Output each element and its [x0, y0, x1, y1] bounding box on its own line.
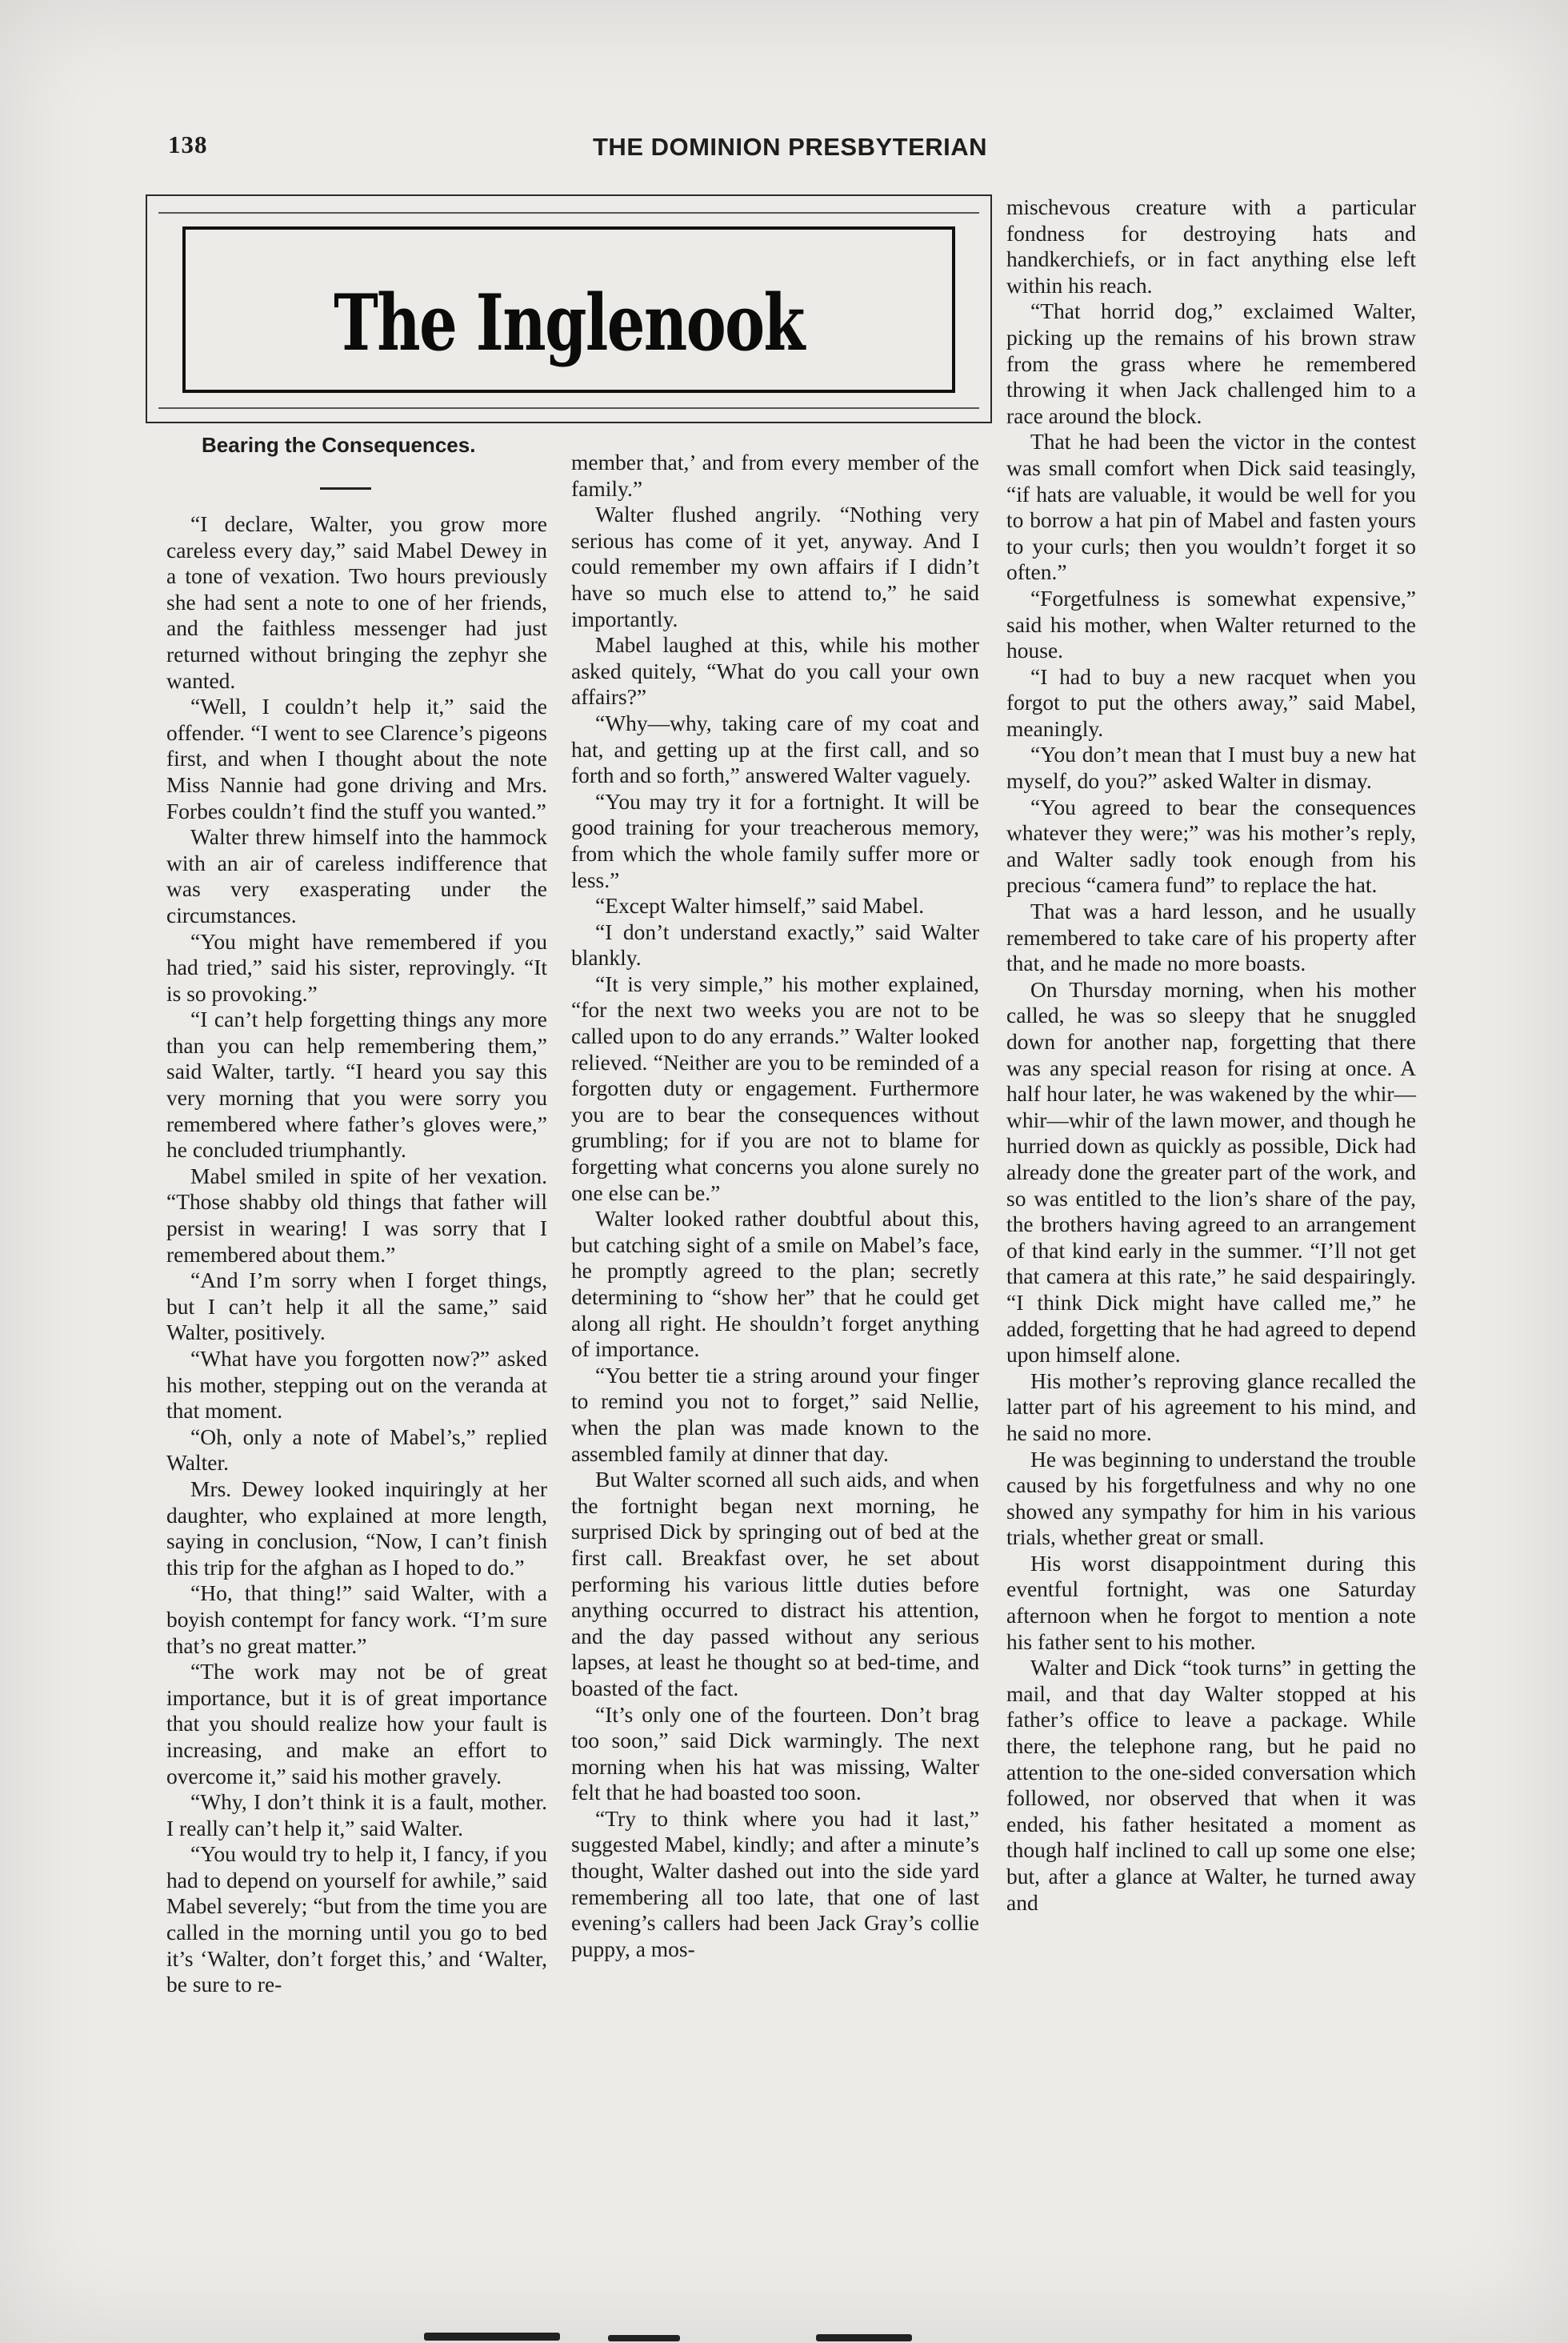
page-number: 138 — [168, 130, 208, 158]
paragraph: “I declare, Walter, you grow more careless every day,” said Mabel Dewey in a tone of vexation. Two hours previously she had sent a note to one of her friends, and the faithless messenger had just returned without bringing the zephyr she wanted. — [166, 511, 547, 693]
text-column-1 — [166, 511, 547, 1998]
paragraph: “You might have remembered if you had tried,” said his sister, reprovingly. “It is so provoking.” — [166, 928, 547, 1006]
scan-artifact — [424, 2333, 560, 2341]
running-head: THE DOMINION PRESBYTERIAN — [593, 133, 988, 161]
paragraph: “It’s only one of the fourteen. Don’t brag too soon,” said Dick warmingly. The next morning when his hat was missing, Walter felt that he had boasted too soon. — [571, 1701, 979, 1805]
paragraph: “I don’t understand exactly,” said Walter blankly. — [571, 919, 979, 971]
paragraph: His worst disappointment during this eventful fortnight, was one Saturday afternoon when he forgot to mention a note his father sent to his mother. — [1006, 1550, 1416, 1654]
paragraph: “You may try it for a fortnight. It will be good training for your treacherous memory, from which the whole family suffer more or less.” — [571, 788, 979, 892]
paragraph: mischevous creature with a particular fondness for destroying hats and handkerchiefs, or in fact anything else left within his reach. — [1006, 194, 1416, 298]
paragraph: “Why—why, taking care of my coat and hat, and getting up at the first call, and so forth and so forth,” answered Walter vaguely. — [571, 710, 979, 788]
paragraph: “Oh, only a note of Mabel’s,” replied Walter. — [166, 1424, 547, 1476]
paragraph: “The work may not be of great importance, but it is of great importance that you should realize how your fault is increasing, and make an effort to overcome it,” said his mother gravely. — [166, 1659, 547, 1788]
paragraph: Walter and Dick “took turns” in getting the mail, and that day Walter stopped at his father’s office to leave a package. While there, the telephone rang, but he paid no attention to the one-sided conversation which followed, nor observed that when it was ended, his father hesitated a moment as though half inclined to call up some one else; but, after a glance at Walter, he turned away and — [1006, 1655, 1416, 1915]
paragraph: “Try to think where you had it last,” suggested Mabel, kindly; and after a minute’s thought, Walter dashed out into the side yard remembering all too late, that one of last evening’s callers had been Jack Gray’s collie puppy, a mos- — [571, 1805, 979, 1961]
paragraph: “That horrid dog,” exclaimed Walter, picking up the remains of his brown straw from the grass where he remembered throwing it when Jack challenged him to a race around the block. — [1006, 298, 1416, 428]
paragraph: “What have you forgotten now?” asked his mother, stepping out on the veranda at that moment. — [166, 1346, 547, 1424]
paragraph: Mabel smiled in spite of her vexation. “Those shabby old things that father will persist in wearing! I was sorry that I remembered about them.” — [166, 1163, 547, 1267]
paragraph: That was a hard lesson, and he usually remembered to take care of his property after that, and he made no more boasts. — [1006, 899, 1416, 976]
paragraph: “You don’t mean that I must buy a new hat myself, do you?” asked Walter in dismay. — [1006, 742, 1416, 794]
paragraph: Walter flushed angrily. “Nothing very serious has come of it yet, anyway. And I could remember my own affairs if I didn’t have so much else to attend to,” he said importantly. — [571, 502, 979, 631]
paragraph: “You agreed to bear the consequences whatever they were;” was his mother’s reply, and Walter sadly took enough from his precious “camera fund” to replace the hat. — [1006, 794, 1416, 898]
paragraph: “Forgetfulness is somewhat expensive,” said his mother, when Walter returned to the house. — [1006, 585, 1416, 663]
paragraph: “I can’t help forgetting things any more than you can help remembering them,” said Walter, tartly. “I heard you say this very morning that you were sorry you remembered where father’s gloves were,” he concluded triumphantly. — [166, 1007, 547, 1163]
paragraph: Mrs. Dewey looked inquiringly at her daughter, who explained at more length, saying in conclusion, “Now, I can’t finish this trip for the afghan as I hoped to do.” — [166, 1476, 547, 1580]
paragraph: Mabel laughed at this, while his mother asked quitely, “What do you call your own affairs?” — [571, 632, 979, 710]
paragraph: “Except Walter himself,” said Mabel. — [595, 893, 925, 919]
paragraph: “Why, I don’t think it is a fault, mother. I really can’t help it,” said Walter. — [166, 1789, 547, 1840]
paragraph: “It is very simple,” his mother explained, “for the next two weeks you are not to be called upon to do any errands.” Walter looked relieved. “Neither are you to be reminded of a forgotten duty or engagement. Furthermore you are to bear the consequences without grumbling; for if you are not to blame for forgetting what concerns you alone surely no one else can be.” — [571, 971, 979, 1205]
scan-artifact — [608, 2335, 680, 2341]
paragraph: “And I’m sorry when I forget things, but I can’t help it all the same,” said Walter, positively. — [166, 1268, 547, 1345]
story-title: Bearing the Consequences. — [202, 433, 476, 457]
title-divider — [320, 487, 371, 490]
paragraph: “Ho, that thing!” said Walter, with a boyish contempt for fancy work. “I’m sure that’s no great matter.” — [166, 1580, 547, 1658]
text-column-2 — [571, 450, 979, 1962]
paragraph: “You would try to help it, I fancy, if you had to depend on yourself for awhile,” said Mabel severely; “but from the time you are called in the morning until you go to bed it’s ‘Walter, don’t forget this,’ and ‘Walter, be sure to re- — [166, 1841, 547, 1997]
paragraph: But Walter scorned all such aids, and when the fortnight began next morning, he surprised Dick by springing out of bed at the first call. Breakfast over, he set about performing his various little duties before anything occurred to distract his attention, and the day passed without any serious lapses, at least he thought so at bed-time, and boasted of the fact. — [571, 1467, 979, 1700]
paragraph: “Well, I couldn’t help it,” said the offender. “I went to see Clarence’s pigeons first, and when I thought about the note Miss Nannie had gone driving and Mrs. Forbes couldn’t find the stuff you wanted.” — [166, 694, 547, 823]
paragraph: Walter looked rather doubtful about this, but catching sight of a smile on Mabel’s face, he promptly agreed to the plan; secretly determining to “show her” that he could get along all right. He shouldn’t forget anything of importance. — [571, 1206, 979, 1362]
paragraph: That he had been the victor in the contest was small comfort when Dick said teasingly, “if hats are valuable, it would be well for you to borrow a hat pin of Mabel and fasten yours to your curls; then you wouldn’t forget it so often.” — [1006, 429, 1416, 585]
section-header-box — [146, 194, 992, 423]
scan-artifact — [816, 2334, 912, 2341]
paragraph: His mother’s reproving glance recalled the latter part of his agreement to his mind, and he said no more. — [1006, 1368, 1416, 1445]
section-title: The Inglenook — [334, 278, 804, 368]
paragraph: member that,’ and from every member of the family.” — [571, 450, 979, 501]
paragraph: He was beginning to understand the trouble caused by his forgetfulness and why no one showed any sympathy for him in his various trials, whether great or small. — [1006, 1446, 1416, 1550]
header-rule-bottom — [158, 407, 979, 409]
section-title-frame — [182, 226, 955, 393]
paragraph: On Thursday morning, when his mother called, he was so sleepy that he snuggled down for another nap, forgetting that there was any special reason for rising at once. A half hour later, he was wakened by the whir—whir—whir of the lawn mower, and though he hurried down as quickly as possible, Dick had already done the greater part of the work, and so was entitled to the lion’s share of the pay, the brothers having agreed to an arrangement of that kind early in the summer. “I’ll not get that camera at this rate,” he said despairingly. “I think Dick might have called me,” he added, forgetting that he had agreed to depend upon himself alone. — [1006, 976, 1416, 1368]
paragraph: “I had to buy a new racquet when you forgot to put the others away,” said Mabel, meaningly. — [1006, 663, 1416, 741]
header-rule-top — [158, 212, 979, 214]
paragraph: “You better tie a string around your finger to remind you not to forget,” said Nellie, when the plan was made known to the assembled family at dinner that day. — [571, 1362, 979, 1466]
paragraph: Walter threw himself into the hammock with an air of careless indifference that was very exasperating under the circumstances. — [166, 824, 547, 927]
text-column-3 — [1006, 194, 1416, 1916]
